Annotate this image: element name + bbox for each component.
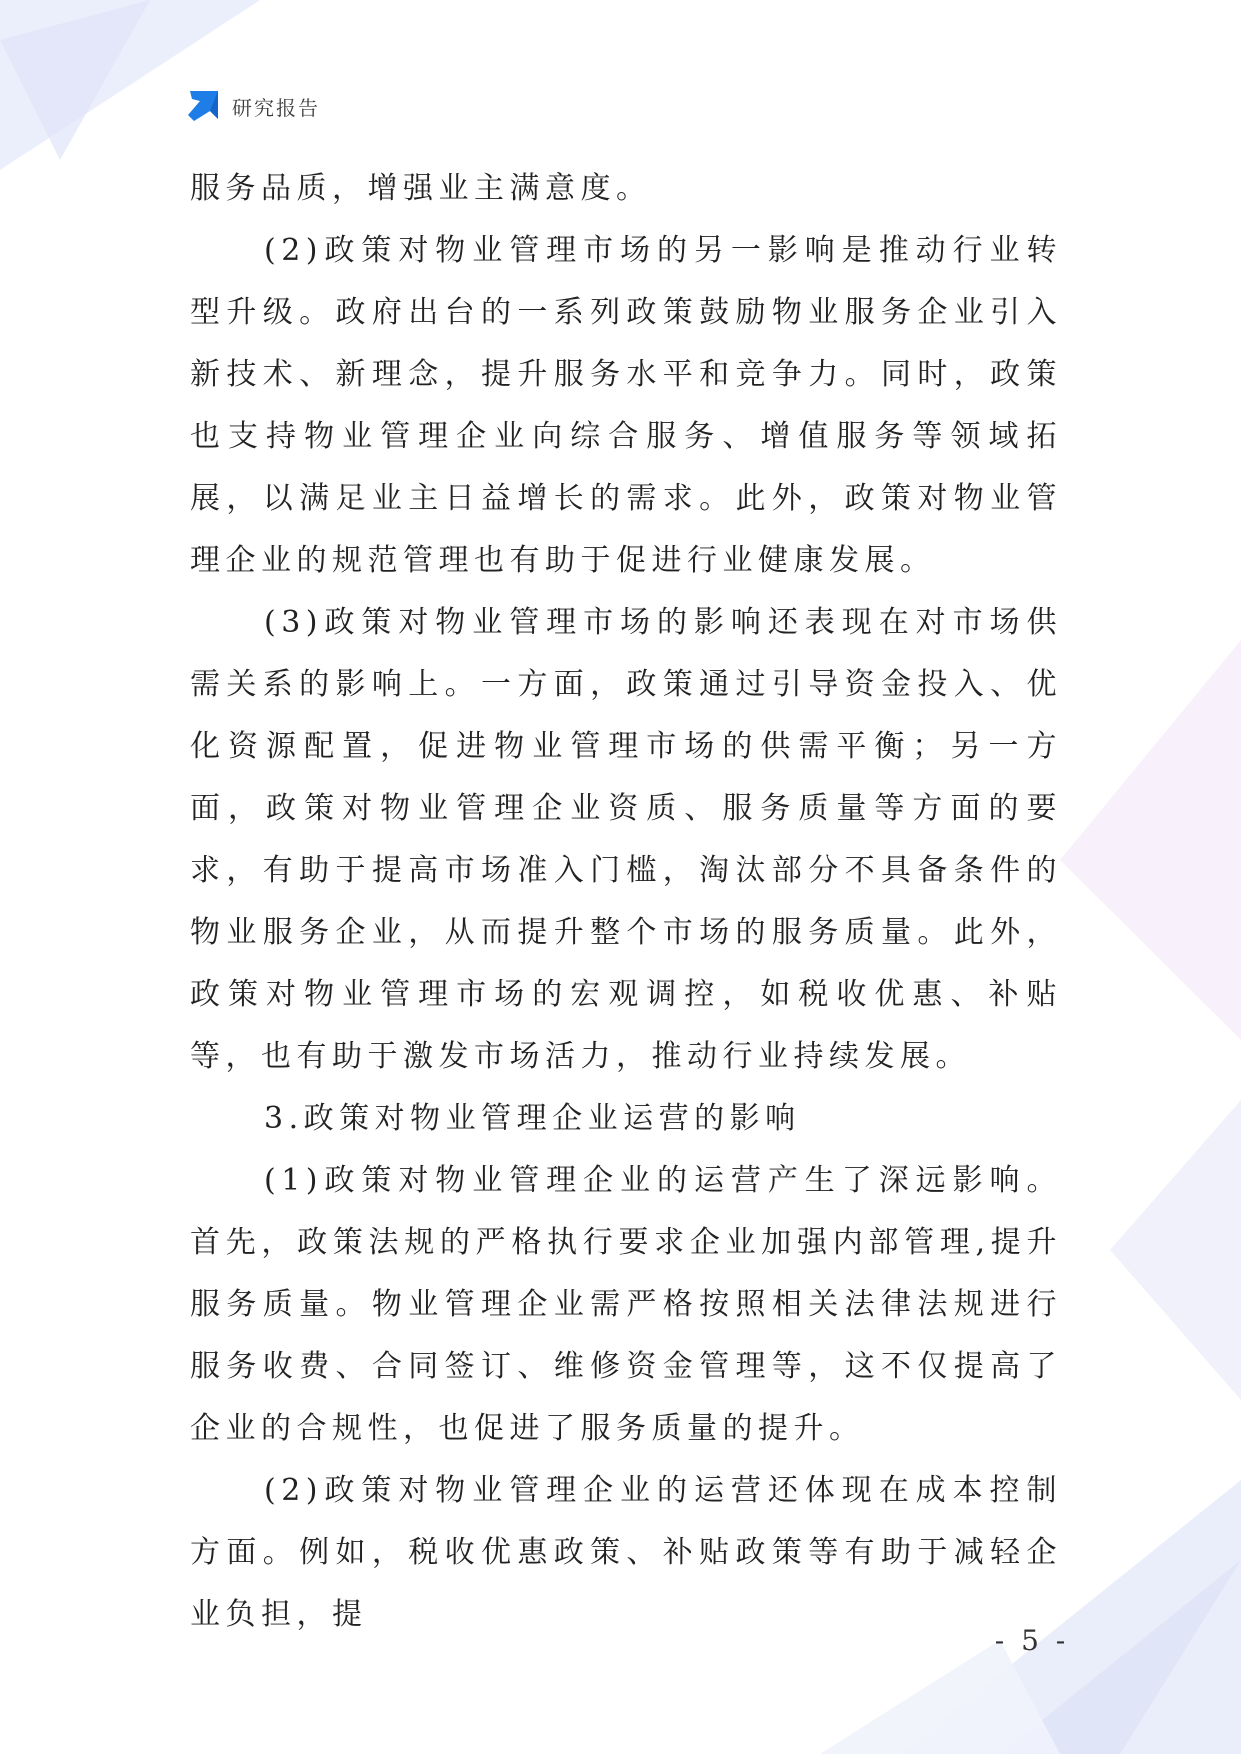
report-header (186, 88, 320, 124)
paragraph-operations-impact: (1)政策对物业管理企业的运营产生了深远影响。首先，政策法规的严格执行要求企业加强内部管理,提升服务质量。物业管理企业需严格按照相关法律法规进行服务收费、合同签订、维修资金管理等，这不仅提高了企业的合规性，也促进了服务质量的提升。 (190, 1163, 1062, 1446)
paragraph-supply-demand: (3)政策对物业管理市场的影响还表现在对市场供需关系的影响上。一方面，政策通过引导资金投入、优化资源配置，促进物业管理市场的供需平衡；另一方面，政策对物业管理企业资质、服务质量等方面的要求，有助于提高市场准入门槛，淘汰部分不具备条件的物业服务企业，从而提升整个市场的服务质量。此外，政策对物业管理市场的宏观调控，如税收优惠、补贴等，也有助于激发市场活力，推动行业持续发展。 (190, 605, 1062, 1074)
section-heading: 3.政策对物业管理企业运营的影响 (264, 1101, 801, 1136)
page-number: - 5 - (994, 1624, 1070, 1657)
paragraph-continued: 服务品质，增强业主满意度。 (190, 171, 652, 206)
header-title: 研究报告 (232, 95, 320, 120)
document-body (190, 158, 1062, 1646)
paragraph-market-upgrade: (2)政策对物业管理市场的另一影响是推动行业转型升级。政府出台的一系列政策鼓励物业服务企业引入新技术、新理念，提升服务水平和竞争力。同时，政策也支持物业管理企业向综合服务、增值服务等领域拓展，以满足业主日益增长的需求。此外，政策对物业管理企业的规范管理也有助于促进行业健康发展。 (190, 233, 1062, 578)
arrow-up-right-icon (186, 89, 220, 123)
paragraph-cost-control: (2)政策对物业管理企业的运营还体现在成本控制方面。例如，税收优惠政策、补贴政策等有助于减轻企业负担，提 (190, 1473, 1062, 1632)
